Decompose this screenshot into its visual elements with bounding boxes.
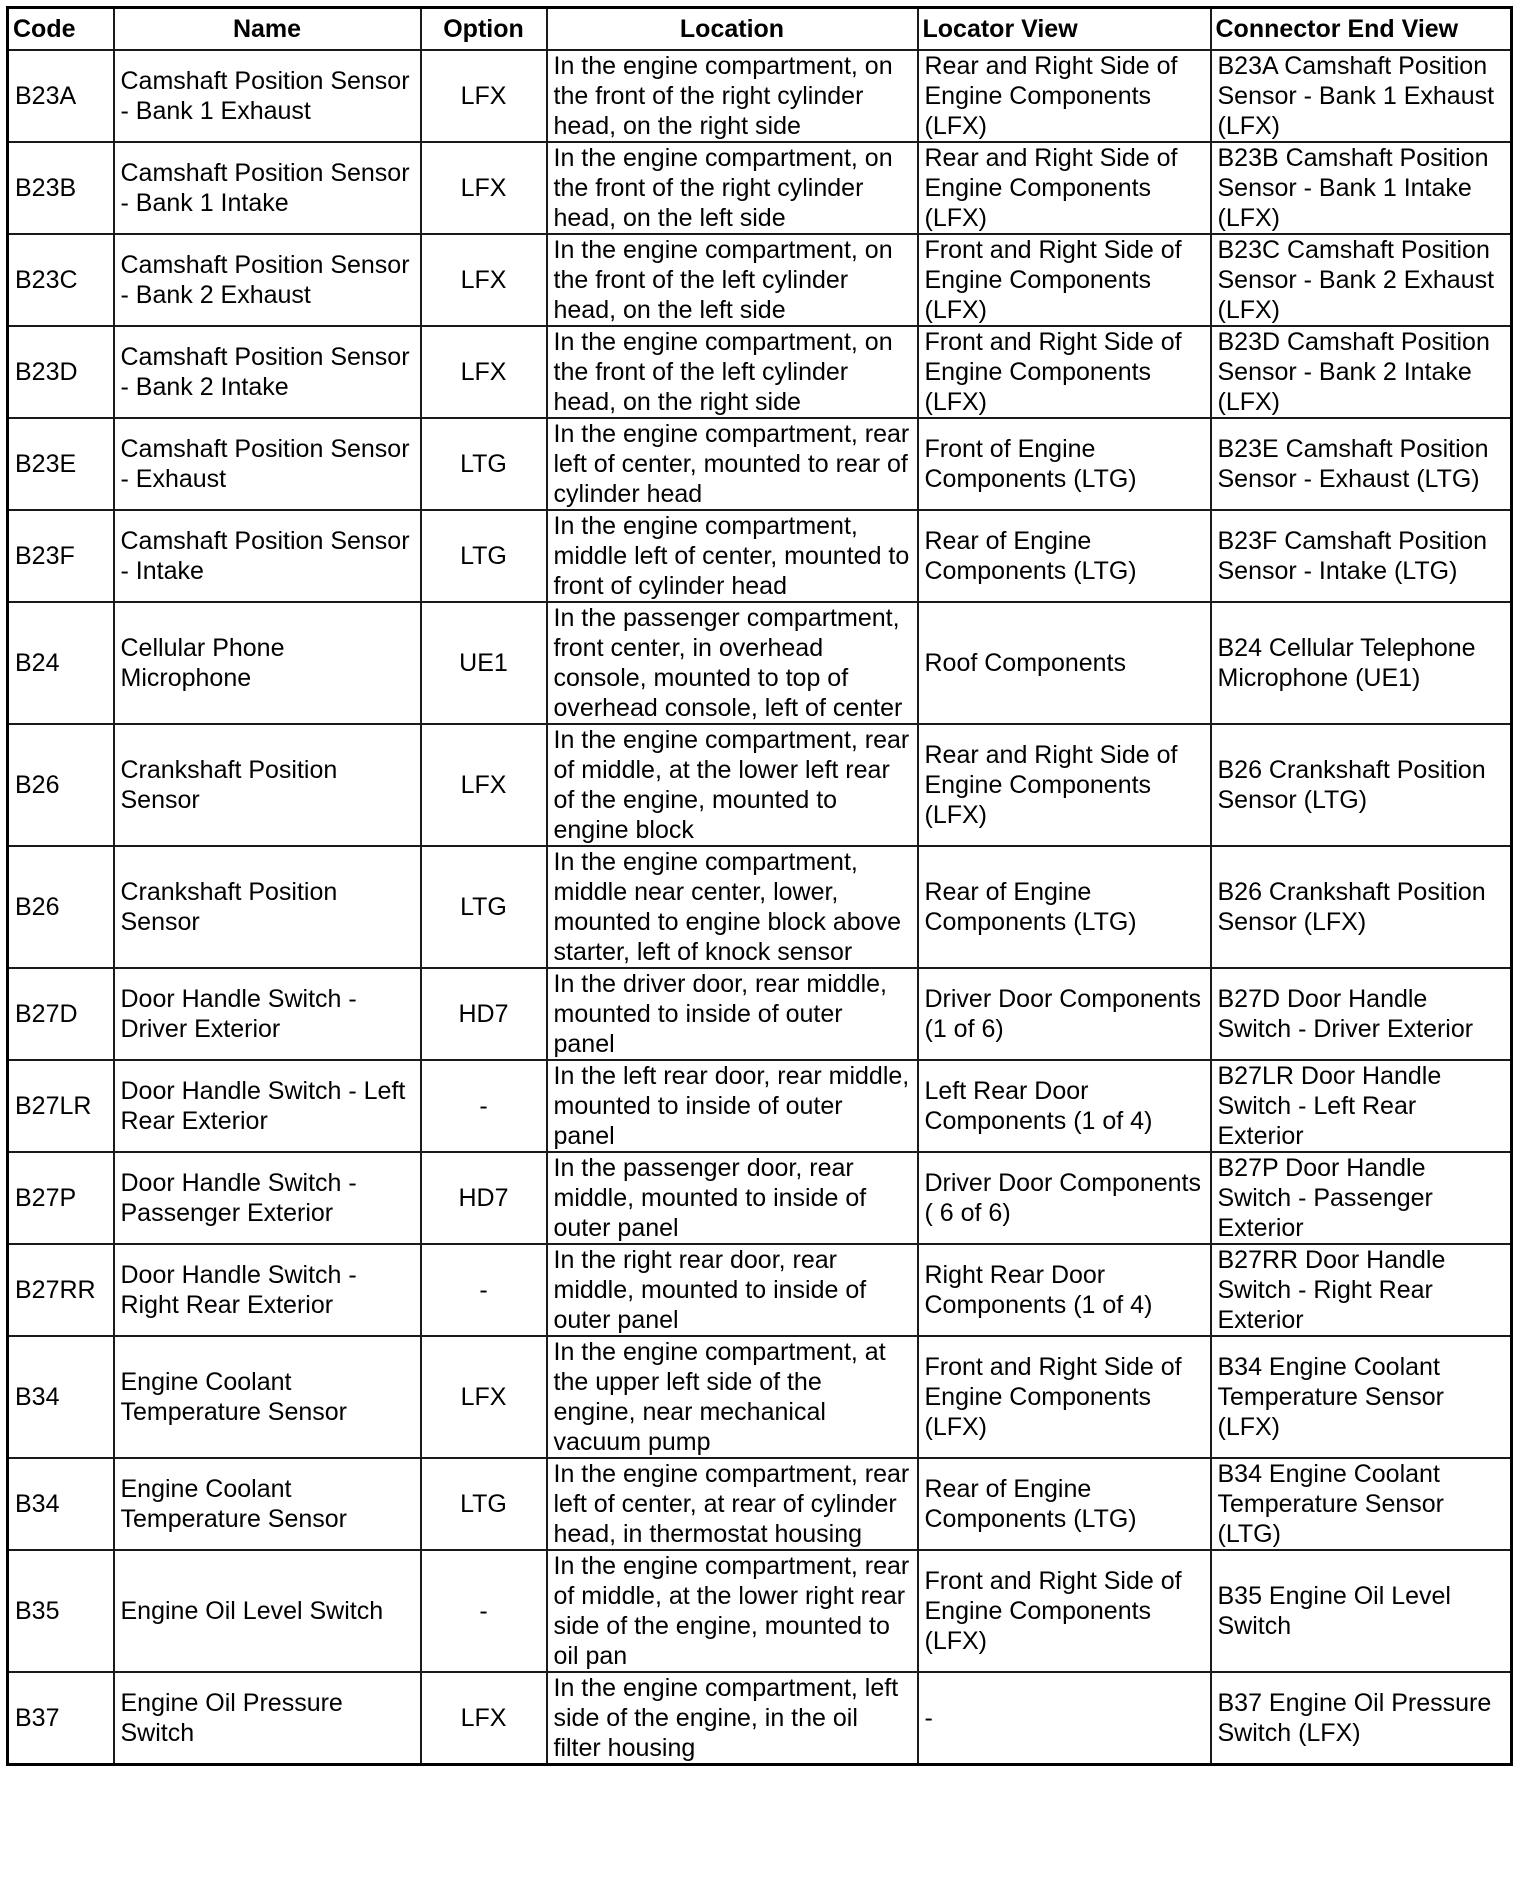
cell-location: In the engine compartment, rear of middle, at the lower left rear of the engine, mounted to engine block (547, 724, 918, 846)
cell-location: In the engine compartment, left side of the engine, in the oil filter housing (547, 1672, 918, 1765)
cell-connector-end-view: B24 Cellular Telephone Microphone (UE1) (1211, 602, 1512, 724)
cell-locator-view: Roof Components (918, 602, 1211, 724)
cell-code: B26 (8, 724, 114, 846)
cell-option: HD7 (421, 968, 547, 1060)
header-option: Option (421, 8, 547, 51)
component-locator-table-container (6, 6, 1510, 1766)
cell-option: - (421, 1550, 547, 1672)
cell-location: In the engine compartment, rear of middle, at the lower right rear side of the engine, mounted to oil pan (547, 1550, 918, 1672)
cell-name: Camshaft Position Sensor - Bank 1 Intake (114, 142, 421, 234)
cell-option: LFX (421, 1336, 547, 1458)
cell-name: Door Handle Switch - Left Rear Exterior (114, 1060, 421, 1152)
cell-option: LFX (421, 724, 547, 846)
cell-option: UE1 (421, 602, 547, 724)
table-row (8, 1550, 1512, 1672)
header-connector-end-view: Connector End View (1211, 8, 1512, 51)
cell-option: LTG (421, 846, 547, 968)
cell-location: In the passenger compartment, front center, in overhead console, mounted to top of overhead console, left of center (547, 602, 918, 724)
cell-code: B35 (8, 1550, 114, 1672)
table-row (8, 602, 1512, 724)
table-row (8, 1672, 1512, 1765)
table-row (8, 1152, 1512, 1244)
cell-option: LTG (421, 510, 547, 602)
cell-locator-view: Rear of Engine Components (LTG) (918, 1458, 1211, 1550)
cell-option: LTG (421, 1458, 547, 1550)
header-code: Code (8, 8, 114, 51)
table-row (8, 326, 1512, 418)
cell-code: B23E (8, 418, 114, 510)
cell-connector-end-view: B23F Camshaft Position Sensor - Intake (LTG) (1211, 510, 1512, 602)
header-name: Name (114, 8, 421, 51)
cell-connector-end-view: B23D Camshaft Position Sensor - Bank 2 Intake (LFX) (1211, 326, 1512, 418)
cell-locator-view: Left Rear Door Components (1 of 4) (918, 1060, 1211, 1152)
cell-code: B27RR (8, 1244, 114, 1336)
cell-locator-view: Front and Right Side of Engine Components (LFX) (918, 326, 1211, 418)
cell-connector-end-view: B34 Engine Coolant Temperature Sensor (LFX) (1211, 1336, 1512, 1458)
cell-code: B37 (8, 1672, 114, 1765)
table-row (8, 1060, 1512, 1152)
cell-connector-end-view: B23C Camshaft Position Sensor - Bank 2 Exhaust (LFX) (1211, 234, 1512, 326)
cell-connector-end-view: B27RR Door Handle Switch - Right Rear Exterior (1211, 1244, 1512, 1336)
cell-location: In the engine compartment, on the front of the right cylinder head, on the right side (547, 50, 918, 142)
cell-location: In the engine compartment, on the front of the left cylinder head, on the right side (547, 326, 918, 418)
cell-name: Cellular Phone Microphone (114, 602, 421, 724)
cell-connector-end-view: B27P Door Handle Switch - Passenger Exterior (1211, 1152, 1512, 1244)
cell-option: LTG (421, 418, 547, 510)
cell-code: B26 (8, 846, 114, 968)
cell-option: - (421, 1244, 547, 1336)
cell-code: B27LR (8, 1060, 114, 1152)
cell-name: Camshaft Position Sensor - Bank 2 Exhaust (114, 234, 421, 326)
cell-location: In the left rear door, rear middle, mounted to inside of outer panel (547, 1060, 918, 1152)
cell-code: B23B (8, 142, 114, 234)
cell-location: In the engine compartment, rear left of center, at rear of cylinder head, in thermostat housing (547, 1458, 918, 1550)
cell-locator-view: Front and Right Side of Engine Components (LFX) (918, 1550, 1211, 1672)
cell-connector-end-view: B27D Door Handle Switch - Driver Exterior (1211, 968, 1512, 1060)
cell-name: Door Handle Switch - Passenger Exterior (114, 1152, 421, 1244)
table-row (8, 234, 1512, 326)
table-row (8, 510, 1512, 602)
table-row (8, 142, 1512, 234)
cell-connector-end-view: B23E Camshaft Position Sensor - Exhaust (LTG) (1211, 418, 1512, 510)
table-row (8, 1458, 1512, 1550)
cell-connector-end-view: B34 Engine Coolant Temperature Sensor (LTG) (1211, 1458, 1512, 1550)
table-row (8, 968, 1512, 1060)
header-locator-view: Locator View (918, 8, 1211, 51)
cell-name: Engine Coolant Temperature Sensor (114, 1336, 421, 1458)
cell-locator-view: Front of Engine Components (LTG) (918, 418, 1211, 510)
cell-code: B27D (8, 968, 114, 1060)
table-row (8, 724, 1512, 846)
header-row (8, 8, 1512, 51)
table-row (8, 418, 1512, 510)
cell-option: LFX (421, 1672, 547, 1765)
cell-code: B27P (8, 1152, 114, 1244)
cell-locator-view: Driver Door Components (1 of 6) (918, 968, 1211, 1060)
cell-name: Engine Oil Level Switch (114, 1550, 421, 1672)
cell-locator-view: Rear and Right Side of Engine Components (LFX) (918, 50, 1211, 142)
cell-name: Crankshaft Position Sensor (114, 724, 421, 846)
cell-name: Door Handle Switch - Driver Exterior (114, 968, 421, 1060)
cell-option: LFX (421, 50, 547, 142)
cell-locator-view: - (918, 1672, 1211, 1765)
cell-connector-end-view: B23B Camshaft Position Sensor - Bank 1 Intake (LFX) (1211, 142, 1512, 234)
component-locator-table (6, 6, 1513, 1766)
header-location: Location (547, 8, 918, 51)
cell-code: B23F (8, 510, 114, 602)
cell-connector-end-view: B27LR Door Handle Switch - Left Rear Exterior (1211, 1060, 1512, 1152)
cell-name: Camshaft Position Sensor - Bank 1 Exhaust (114, 50, 421, 142)
cell-code: B34 (8, 1458, 114, 1550)
cell-name: Camshaft Position Sensor - Bank 2 Intake (114, 326, 421, 418)
cell-option: HD7 (421, 1152, 547, 1244)
cell-option: LFX (421, 234, 547, 326)
cell-name: Camshaft Position Sensor - Intake (114, 510, 421, 602)
cell-name: Crankshaft Position Sensor (114, 846, 421, 968)
cell-name: Camshaft Position Sensor - Exhaust (114, 418, 421, 510)
cell-connector-end-view: B37 Engine Oil Pressure Switch (LFX) (1211, 1672, 1512, 1765)
table-row (8, 1244, 1512, 1336)
table-header (8, 8, 1512, 51)
cell-name: Engine Coolant Temperature Sensor (114, 1458, 421, 1550)
cell-code: B34 (8, 1336, 114, 1458)
table-body (8, 50, 1512, 1765)
cell-code: B23C (8, 234, 114, 326)
cell-name: Engine Oil Pressure Switch (114, 1672, 421, 1765)
cell-option: - (421, 1060, 547, 1152)
cell-locator-view: Front and Right Side of Engine Components (LFX) (918, 234, 1211, 326)
cell-locator-view: Rear of Engine Components (LTG) (918, 510, 1211, 602)
cell-connector-end-view: B23A Camshaft Position Sensor - Bank 1 Exhaust (LFX) (1211, 50, 1512, 142)
cell-code: B23A (8, 50, 114, 142)
cell-location: In the driver door, rear middle, mounted to inside of outer panel (547, 968, 918, 1060)
cell-location: In the engine compartment, at the upper left side of the engine, near mechanical vacuum pump (547, 1336, 918, 1458)
cell-locator-view: Right Rear Door Components (1 of 4) (918, 1244, 1211, 1336)
cell-locator-view: Rear of Engine Components (LTG) (918, 846, 1211, 968)
cell-code: B23D (8, 326, 114, 418)
cell-location: In the engine compartment, middle near center, lower, mounted to engine block above starter, left of knock sensor (547, 846, 918, 968)
cell-location: In the engine compartment, middle left of center, mounted to front of cylinder head (547, 510, 918, 602)
cell-connector-end-view: B26 Crankshaft Position Sensor (LFX) (1211, 846, 1512, 968)
cell-locator-view: Driver Door Components ( 6 of 6) (918, 1152, 1211, 1244)
cell-connector-end-view: B26 Crankshaft Position Sensor (LTG) (1211, 724, 1512, 846)
table-row (8, 846, 1512, 968)
cell-code: B24 (8, 602, 114, 724)
cell-option: LFX (421, 326, 547, 418)
cell-locator-view: Rear and Right Side of Engine Components (LFX) (918, 724, 1211, 846)
cell-locator-view: Front and Right Side of Engine Components (LFX) (918, 1336, 1211, 1458)
table-row (8, 50, 1512, 142)
table-row (8, 1336, 1512, 1458)
cell-location: In the engine compartment, on the front of the left cylinder head, on the left side (547, 234, 918, 326)
cell-location: In the engine compartment, rear left of center, mounted to rear of cylinder head (547, 418, 918, 510)
cell-location: In the right rear door, rear middle, mounted to inside of outer panel (547, 1244, 918, 1336)
cell-location: In the passenger door, rear middle, mounted to inside of outer panel (547, 1152, 918, 1244)
cell-location: In the engine compartment, on the front of the right cylinder head, on the left side (547, 142, 918, 234)
cell-locator-view: Rear and Right Side of Engine Components (LFX) (918, 142, 1211, 234)
cell-connector-end-view: B35 Engine Oil Level Switch (1211, 1550, 1512, 1672)
cell-name: Door Handle Switch - Right Rear Exterior (114, 1244, 421, 1336)
cell-option: LFX (421, 142, 547, 234)
